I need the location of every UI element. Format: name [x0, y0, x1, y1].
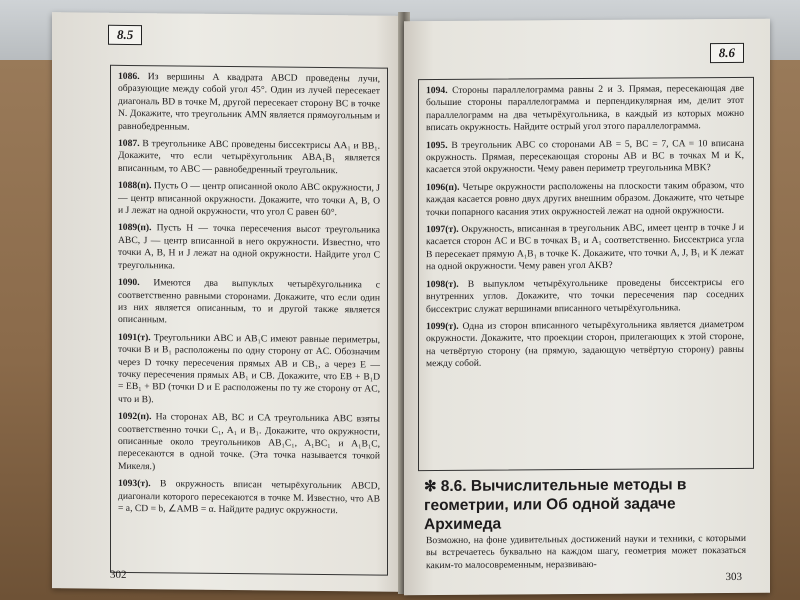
problem-text: Пусть H — точка пересечения высот треугольника ABC, J — центр вписанной в него окружности. Известно, что точки A, B, H и J лежат на одной окружности. Найдите угол C треугольника. [118, 222, 380, 272]
problem-text: В окружность вписан четырёхугольник ABCD, диагонали которого пересекаются в точке M. Известно, что AB = a, CD = b, ∠AMB = α. Найдите радиус окружности. [118, 478, 380, 517]
problem-number: 1097(т). [426, 223, 459, 236]
problem-item [426, 277, 744, 316]
problem-item [426, 138, 744, 177]
problem-number: 1095. [426, 139, 448, 151]
problem-text: Треугольники ABC и AB₁C имеют равные периметры, точки B и B₁ расположены по одну сторону от AC. Обозначим через D точку пересечения прямых AB и CB₁, а через E — точку пересечения прямых AB₁ и CB. Докажите, что EB + B₁D = EB₁ + BD (точки D и E расположены по ту же сторону от AC, что и B). [118, 331, 380, 405]
problem-text: В выпуклом четырёхугольнике проведены биссектрисы его внутренних углов. Докажите, что точки пересечения пар соседних биссектрис служат вершинами вписанного четырёхугольника. [426, 276, 744, 315]
problem-item [426, 319, 744, 371]
problem-text: Стороны параллелограмма равны 2 и 3. Прямая, пересекающая две большие стороны параллелограмма и перпендикулярная им, делит этот параллелограмм на два четырёхугольника, в каждый из которых можно вписать окружность. Найдите острый угол этого параллелограмма. [426, 82, 744, 134]
problem-text: Окружность, вписанная в треугольник ABC, имеет центр в точке J и касается сторон AC и BC в точках B₁ и A₁ соответственно. Биссектриса угла B пересекает прямую A₁B₁ в точке K. Докажите, что точки A, J, B₁ и K лежат на одной окружности. Чему равен угол AKB? [426, 221, 744, 273]
page-number-left: 302 [110, 568, 127, 581]
section-title: 8.6. Вычислительные методы в геометрии, или Об одной задаче Архимеда [424, 476, 687, 534]
problem-text: Пусть O — центр описанной около ABC окружности, J — центр вписанной окружности. Докажите, что точки A, B, O и J лежат на одной окружности, что угол C равен 60°. [118, 180, 380, 219]
section-tag-left: 8.5 [108, 25, 142, 45]
problems-list-right [426, 83, 744, 376]
problem-text: В треугольник ABC со сторонами AB = 5, BC = 7, CA = 10 вписана окружность. Прямая, пересекающая стороны AB и BC в точках M и K, касается этой окружности. Чему равен периметр треугольника MBK? [426, 137, 744, 176]
right-page [404, 19, 770, 596]
problem-item [426, 222, 744, 274]
problem-text: Имеются два выпуклых четырёхугольника с соответственно равными сторонами. Докажите, что если один из них является описанным, то и другой также является описанным. [118, 277, 380, 326]
problem-number: 1099(т). [426, 320, 459, 333]
problem-number: 1091(т). [118, 331, 151, 343]
section-star-icon: ✻ [424, 478, 441, 496]
page-number-right: 303 [725, 570, 742, 584]
problem-item [426, 180, 744, 219]
section-intro-text: Возможно, на фоне удивительных достижений науки и техники, с которыми вы встречаетесь буквально на каждом шагу, геометрия может показаться каким-то малосовременным, неразвиваю- [426, 532, 746, 571]
problem-number: 1093(т). [118, 478, 151, 490]
problem-item [118, 411, 380, 476]
problem-text: Четыре окружности расположены на плоскости таким образом, что каждая касается ровно двух других внешним образом. Докажите, что четыре точки попарного касания этих окружностей лежат на одной окружности. [426, 179, 744, 218]
problem-number: 1089(п). [118, 222, 152, 234]
problem-number: 1086. [118, 70, 140, 83]
problem-text: Одна из сторон вписанного четырёхугольника является диаметром окружности. Докажите, что проекции сторон, прилегающих к этой стороне, на четвёртую сторону (на прямую, задающую четвёртую сторону) равны между собой. [426, 318, 744, 370]
problem-number: 1094. [426, 84, 448, 97]
problem-number: 1098(т). [426, 278, 459, 290]
problems-list-left [118, 71, 380, 523]
problem-number: 1092(п). [118, 411, 152, 423]
problem-number: 1096(п). [426, 181, 460, 193]
left-page [52, 12, 404, 592]
problem-item [118, 180, 380, 220]
problem-number: 1087. [118, 137, 140, 150]
problem-item [118, 277, 380, 329]
problem-number: 1088(п). [118, 180, 152, 192]
problem-text: Из вершины A квадрата ABCD проведены лучи, образующие между собой угол 45°. Один из лучей пересекает диагональ BD в точке M, другой пересекает сторону BC в точке N. Докажите, что треугольник AMN является прямоугольным и равнобедренным. [118, 71, 380, 133]
problem-item [118, 222, 380, 274]
problem-item [118, 138, 380, 178]
problem-item [118, 71, 380, 136]
problem-item [118, 332, 380, 409]
section-heading [424, 475, 754, 534]
problem-number: 1090. [118, 276, 140, 289]
problem-item [426, 83, 744, 135]
problem-text: На сторонах AB, BC и CA треугольника ABC взяты соответственно точки C₁, A₁ и B₁. Докажите, что окружности, описанные около треугольников AB₁C₁, A₁BC₁ и A₁B₁C, пересекаются в одной точке. (Эта точка называется точкой Микеля.) [118, 411, 380, 473]
section-tag-right: 8.6 [710, 43, 744, 63]
problem-item [118, 478, 380, 518]
problem-text: В треугольнике ABC проведены биссектрисы AA₁ и BB₁. Докажите, что если четырёхугольник ABA₁B₁ является вписанным, то ABC — равнобедренный треугольник. [118, 138, 380, 176]
